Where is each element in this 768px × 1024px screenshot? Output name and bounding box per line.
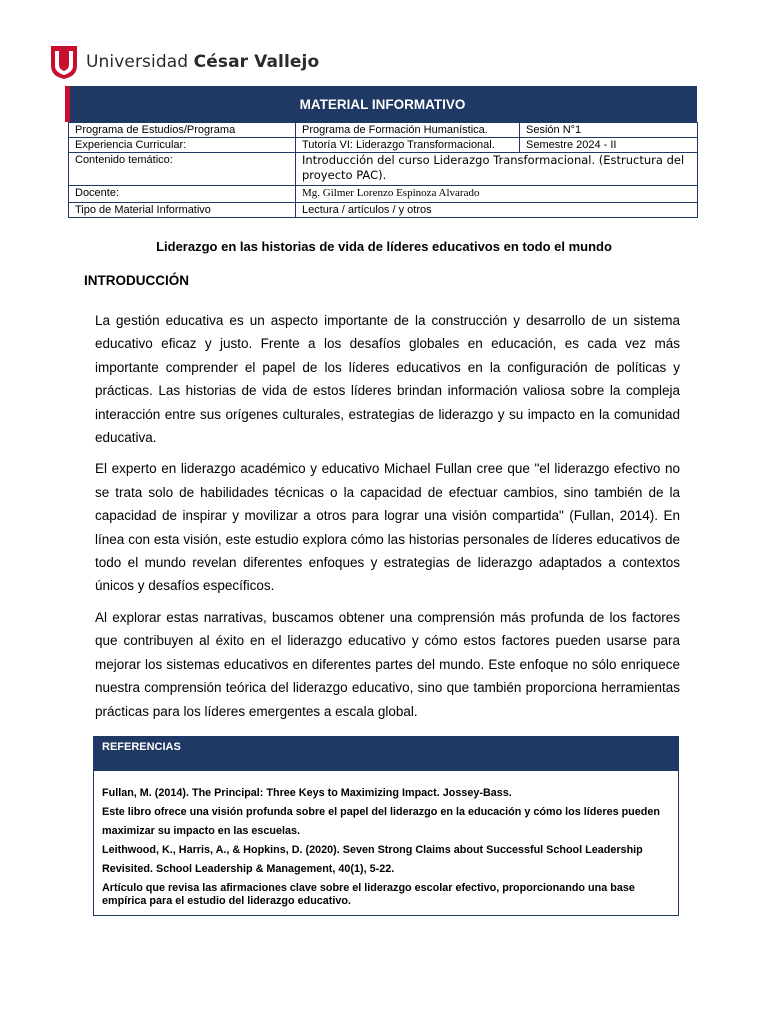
row-value: Mg. Gilmer Lorenzo Espinoza Alvarado <box>296 186 698 203</box>
table-row <box>69 203 698 218</box>
row-extra: Semestre 2024 - II <box>520 138 698 153</box>
document-title: Liderazgo en las historias de vida de líderes educativos en todo el mundo <box>156 239 612 254</box>
reference-item: Fullan, M. (2014). The Principal: Three Keys to Maximizing Impact. Jossey-Bass. <box>102 787 512 799</box>
university-name <box>86 52 319 72</box>
row-label: Programa de Estudios/Programa <box>69 123 296 138</box>
paragraph: El experto en liderazgo académico y educativo Michael Fullan cree que "el liderazgo efectivo no se trata solo de habilidades técnicas o la capacidad de efectuar cambios, sino también de la capacidad de inspirar y movilizar a otros para lograr una visión compartida" (Fullan, 2014). En línea con esta visión, este estudio explora cómo las historias personales de líderes educativos de todo el mundo revelan diferentes enfoques y estrategias de liderazgo adaptados a contextos únicos y desafíos específicos. <box>95 461 680 594</box>
table-row <box>69 138 698 153</box>
references-box <box>93 736 679 916</box>
row-value: Lectura / artículos / y otros <box>296 203 698 218</box>
info-grid <box>68 122 698 218</box>
row-extra: Sesión N°1 <box>520 123 698 138</box>
uvc-shield-icon <box>50 44 78 80</box>
table-row <box>69 153 698 186</box>
accent-bar <box>65 86 70 122</box>
brand-regular: Universidad <box>86 52 194 72</box>
reference-item: Este libro ofrece una visión profunda sobre el papel del liderazgo en la educación y cómo los líderes pueden maximizar su impacto en las escuelas. <box>102 806 660 837</box>
row-value: Introducción del curso Liderazgo Transformacional. (Estructura del proyecto PAC). <box>296 153 698 186</box>
document-body <box>95 309 680 731</box>
section-title: INTRODUCCIÓN <box>84 273 189 288</box>
references-title: REFERENCIAS <box>94 737 678 771</box>
row-label: Tipo de Material Informativo <box>69 203 296 218</box>
reference-item: Artículo que revisa las afirmaciones clave sobre el liderazgo escolar efectivo, proporcionando una base empírica para el estudio del liderazgo educativo. <box>102 882 635 907</box>
course-info-table <box>68 86 697 218</box>
table-row <box>69 186 698 203</box>
references-list <box>94 771 678 908</box>
university-logo <box>50 44 319 80</box>
row-label: Docente: <box>69 186 296 203</box>
paragraph: La gestión educativa es un aspecto importante de la construcción y desarrollo de un sistema educativo eficaz y justo. Frente a los desafíos globales en educación, es cada vez más importante comprender el papel de los líderes educativos en la configuración de políticas y prácticas. Las historias de vida de estos líderes brindan información valiosa sobre la compleja interacción entre sus orígenes culturales, estrategias de liderazgo y su impacto en la comunidad educativa. <box>95 313 680 446</box>
table-title: MATERIAL INFORMATIVO <box>68 86 697 122</box>
reference-item: Leithwood, K., Harris, A., & Hopkins, D. (2020). Seven Strong Claims about Successful School Leadership Revisited. School Leadership & Management, 40(1), 5-22. <box>102 844 643 875</box>
brand-bold: César Vallejo <box>193 52 320 72</box>
row-label: Experiencia Curricular: <box>69 138 296 153</box>
table-row <box>69 123 698 138</box>
row-value: Tutoría VI: Liderazgo Transformacional. <box>296 138 520 153</box>
row-value: Programa de Formación Humanística. <box>296 123 520 138</box>
paragraph: Al explorar estas narrativas, buscamos obtener una comprensión más profunda de los factores que contribuyen al éxito en el liderazgo educativo y cómo estos factores pueden usarse para mejorar los sistemas educativos en diferentes partes del mundo. Este enfoque no sólo enriquece nuestra comprensión teórica del liderazgo educativo, sino que también proporciona herramientas prácticas para los líderes emergentes a escala global. <box>95 609 680 719</box>
row-label: Contenido temático: <box>69 153 296 186</box>
